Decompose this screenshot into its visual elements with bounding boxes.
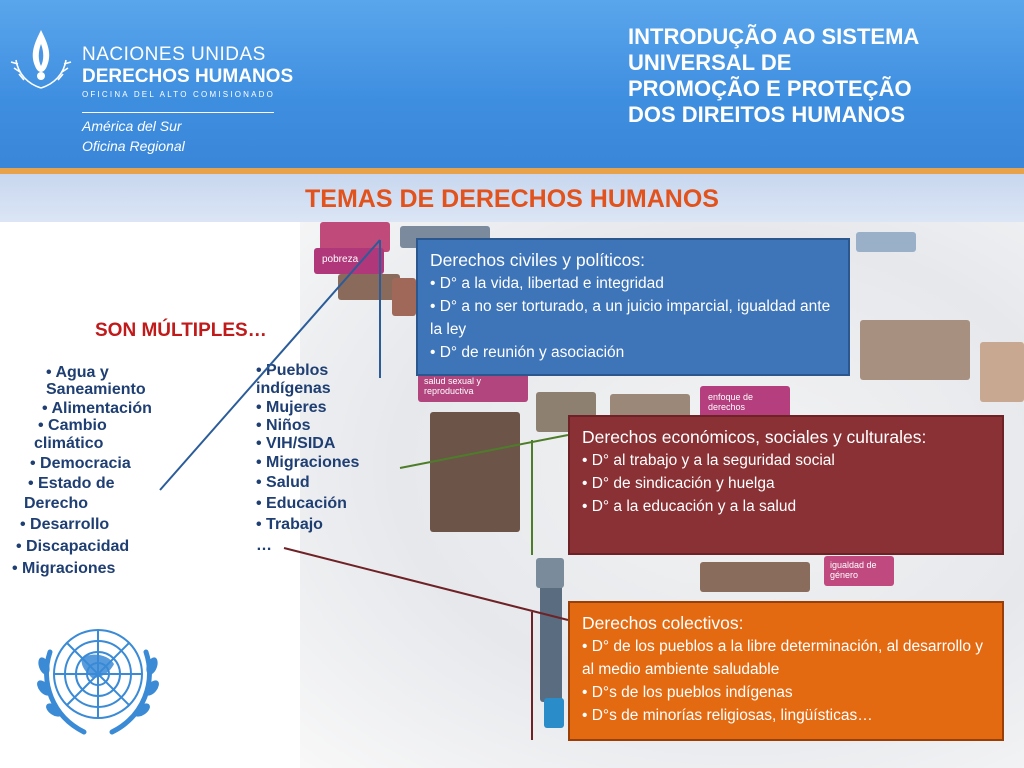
box-item: • D° de reunión y asociación	[430, 344, 625, 361]
box-item: • D° de los pueblos a la libre determinación, al desarrollo y al medio ambiente saludable	[582, 638, 984, 678]
topic-item: indígenas	[256, 380, 331, 397]
box-heading: Derechos económicos, sociales y culturales:	[582, 427, 927, 447]
slide-title-line: INTRODUÇÃO AO SISTEMA	[628, 24, 920, 49]
topic-item: • Democracia	[30, 455, 131, 472]
topic-item: • VIH/SIDA	[256, 435, 336, 452]
topic-item: • Estado de	[28, 475, 115, 492]
box-item: • D° de sindicación y huelga	[582, 475, 775, 492]
topic-item: climático	[34, 435, 104, 452]
collage-label-enfoque: enfoque de derechos	[708, 392, 754, 412]
topic-item: • Salud	[256, 474, 310, 491]
topic-item: • Migraciones	[256, 454, 360, 471]
topic-item: • Migraciones	[12, 560, 116, 577]
collective-rights-box	[568, 601, 1004, 741]
org-name-line2: DERECHOS HUMANOS	[82, 66, 294, 87]
topic-item: • Niños	[256, 417, 311, 434]
topic-item: • Discapacidad	[16, 538, 130, 555]
slide-title-line: PROMOÇÃO E PROTEÇÃO	[628, 76, 912, 101]
connector-esc	[400, 435, 568, 468]
slide-title-line: DOS DIREITOS HUMANOS	[628, 102, 906, 127]
org-region: América del Sur	[82, 118, 182, 134]
topic-item: Saneamiento	[46, 381, 146, 398]
topic-item: …	[256, 537, 272, 554]
subtitle-title: TEMAS DE DERECHOS HUMANOS	[305, 185, 719, 213]
org-office: Oficina Regional	[82, 138, 185, 154]
box-item: • D°s de los pueblos indígenas	[582, 684, 793, 701]
topic-item: • Alimentación	[42, 400, 152, 417]
topic-item: • Pueblos	[256, 362, 329, 379]
box-item: • D°s de minorías religiosas, lingüísticas…	[582, 707, 873, 724]
box-item: • D° a la educación y a la salud	[582, 498, 797, 515]
box-heading: Derechos colectivos:	[582, 613, 744, 633]
org-name-line3: OFICINA DEL ALTO COMISIONADO	[82, 90, 276, 99]
topic-item: • Educación	[256, 495, 347, 512]
slide-title-line: UNIVERSAL DE	[628, 50, 792, 75]
collage-label-pobreza: pobreza	[322, 254, 359, 265]
box-heading: Derechos civiles y políticos:	[430, 250, 645, 270]
box-item: • D° a no ser torturado, a un juicio imparcial, igualdad ante la ley	[430, 298, 831, 338]
civil-political-rights-box	[416, 238, 850, 376]
topic-item: • Trabajo	[256, 516, 323, 533]
topic-item: • Cambio	[38, 417, 107, 434]
topic-item: • Mujeres	[256, 399, 327, 416]
topic-item: • Agua y	[46, 364, 109, 381]
connector-civil	[160, 240, 380, 490]
topic-item: Derecho	[24, 495, 89, 512]
collage-label-genero: igualdad de género	[830, 560, 877, 580]
connector-colectivos	[284, 548, 568, 620]
son-multiples-heading: SON MÚLTIPLES…	[95, 320, 267, 341]
box-item: • D° a la vida, libertad e integridad	[430, 275, 664, 292]
org-name-line1: NACIONES UNIDAS	[82, 44, 266, 65]
topic-item: • Desarrollo	[20, 516, 110, 533]
collage-label-salud: salud sexual y reproductiva	[424, 376, 482, 396]
economic-social-cultural-rights-box	[568, 415, 1004, 555]
box-item: • D° al trabajo y a la seguridad social	[582, 452, 835, 469]
